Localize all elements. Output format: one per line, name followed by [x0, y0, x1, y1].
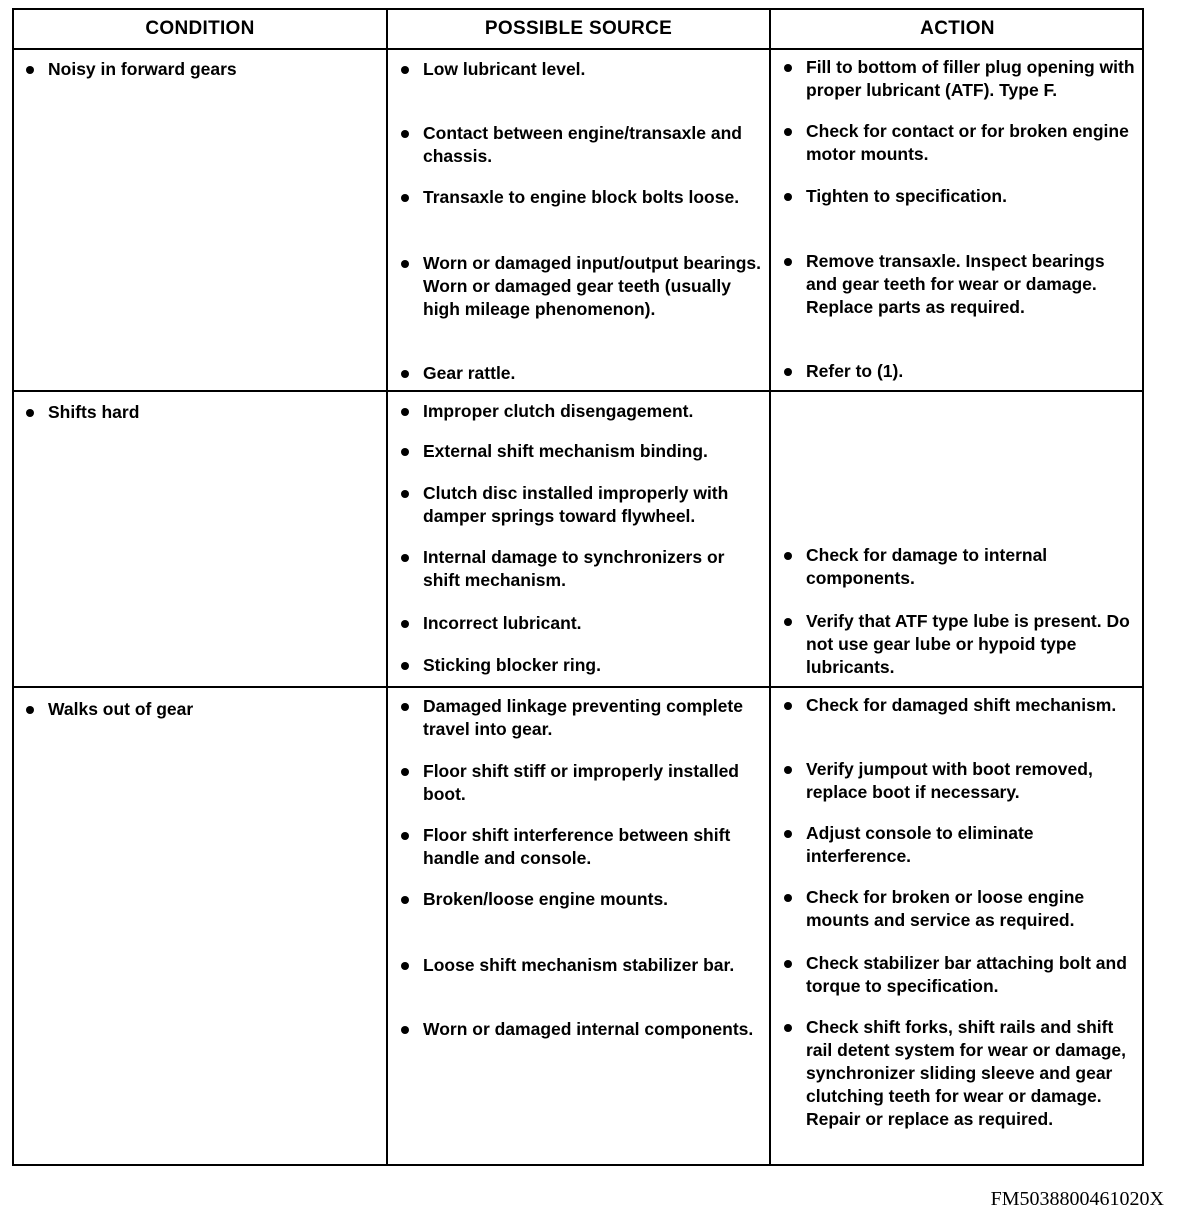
bullet-icon — [784, 258, 792, 266]
source-item: Improper clutch disengagement. — [401, 400, 761, 423]
row-divider — [14, 390, 1142, 392]
bullet-icon — [784, 960, 792, 968]
bullet-icon — [401, 448, 409, 456]
condition-cell: Walks out of gear — [26, 698, 376, 721]
source-item: Clutch disc installed improperly with damper springs toward flywheel. — [401, 482, 761, 528]
bullet-icon — [401, 962, 409, 970]
bullet-icon — [784, 702, 792, 710]
action-item: Refer to (1). — [784, 360, 1136, 383]
source-item: Worn or damaged internal components. — [401, 1018, 761, 1041]
source-item: Sticking blocker ring. — [401, 654, 761, 677]
bullet-icon — [784, 64, 792, 72]
column-divider — [769, 10, 771, 1164]
action-item: Fill to bottom of filler plug opening with proper lubricant (ATF). Type F. — [784, 56, 1136, 102]
action-item: Check for contact or for broken engine motor mounts. — [784, 120, 1136, 166]
diagnosis-table — [12, 8, 1144, 1166]
header-possible-source: POSSIBLE SOURCE — [484, 18, 673, 39]
bullet-icon — [401, 490, 409, 498]
bullet-icon — [401, 260, 409, 268]
bullet-icon — [401, 662, 409, 670]
action-item: Check for damage to internal components. — [784, 544, 1136, 590]
source-item: Gear rattle. — [401, 362, 761, 385]
source-item: Worn or damaged input/output bearings. Worn or damaged gear teeth (usually high mileage phenomenon). — [401, 252, 761, 321]
bullet-icon — [784, 193, 792, 201]
source-item: Contact between engine/transaxle and chassis. — [401, 122, 761, 168]
action-item: Verify jumpout with boot removed, replace boot if necessary. — [784, 758, 1136, 804]
bullet-icon — [401, 832, 409, 840]
bullet-icon — [401, 130, 409, 138]
bullet-icon — [401, 408, 409, 416]
bullet-icon — [784, 128, 792, 136]
bullet-icon — [26, 706, 34, 714]
action-item: Verify that ATF type lube is present. Do not use gear lube or hypoid type lubricants. — [784, 610, 1136, 679]
action-item: Check shift forks, shift rails and shift rail detent system for wear or damage, synchronizer sliding sleeve and gear clutching teeth for wear or damage. Repair or replace as required. — [784, 1016, 1136, 1131]
bullet-icon — [784, 618, 792, 626]
source-item: Transaxle to engine block bolts loose. — [401, 186, 761, 209]
action-item: Adjust console to eliminate interference. — [784, 822, 1136, 868]
bullet-icon — [401, 370, 409, 378]
source-item: Internal damage to synchronizers or shift mechanism. — [401, 546, 761, 592]
bullet-icon — [26, 66, 34, 74]
bullet-icon — [784, 766, 792, 774]
bullet-icon — [401, 896, 409, 904]
bullet-icon — [401, 768, 409, 776]
bullet-icon — [401, 620, 409, 628]
header-divider — [14, 48, 1142, 50]
bullet-icon — [401, 554, 409, 562]
condition-cell: Shifts hard — [26, 401, 376, 424]
source-item: Loose shift mechanism stabilizer bar. — [401, 954, 761, 977]
bullet-icon — [401, 703, 409, 711]
action-item: Tighten to specification. — [784, 185, 1136, 208]
bullet-icon — [26, 409, 34, 417]
action-item: Check stabilizer bar attaching bolt and torque to specification. — [784, 952, 1136, 998]
header-action: ACTION — [920, 18, 995, 39]
bullet-icon — [401, 194, 409, 202]
row-divider — [14, 686, 1142, 688]
figure-id: FM5038800461020X — [990, 1188, 1164, 1210]
action-item: Remove transaxle. Inspect bearings and gear teeth for wear or damage. Replace parts as required. — [784, 250, 1136, 319]
bullet-icon — [784, 368, 792, 376]
bullet-icon — [784, 894, 792, 902]
source-item: Floor shift interference between shift handle and console. — [401, 824, 761, 870]
source-item: External shift mechanism binding. — [401, 440, 761, 463]
bullet-icon — [401, 1026, 409, 1034]
bullet-icon — [784, 1024, 792, 1032]
bullet-icon — [784, 830, 792, 838]
source-item: Incorrect lubricant. — [401, 612, 761, 635]
action-item: Check for broken or loose engine mounts and service as required. — [784, 886, 1136, 932]
column-divider — [386, 10, 388, 1164]
condition-cell: Noisy in forward gears — [26, 58, 376, 81]
action-item: Check for damaged shift mechanism. — [784, 694, 1136, 717]
header-condition: CONDITION — [145, 18, 255, 39]
source-item: Broken/loose engine mounts. — [401, 888, 761, 911]
bullet-icon — [784, 552, 792, 560]
source-item: Damaged linkage preventing complete travel into gear. — [401, 695, 761, 741]
source-item: Floor shift stiff or improperly installed boot. — [401, 760, 761, 806]
source-item: Low lubricant level. — [401, 58, 761, 81]
bullet-icon — [401, 66, 409, 74]
